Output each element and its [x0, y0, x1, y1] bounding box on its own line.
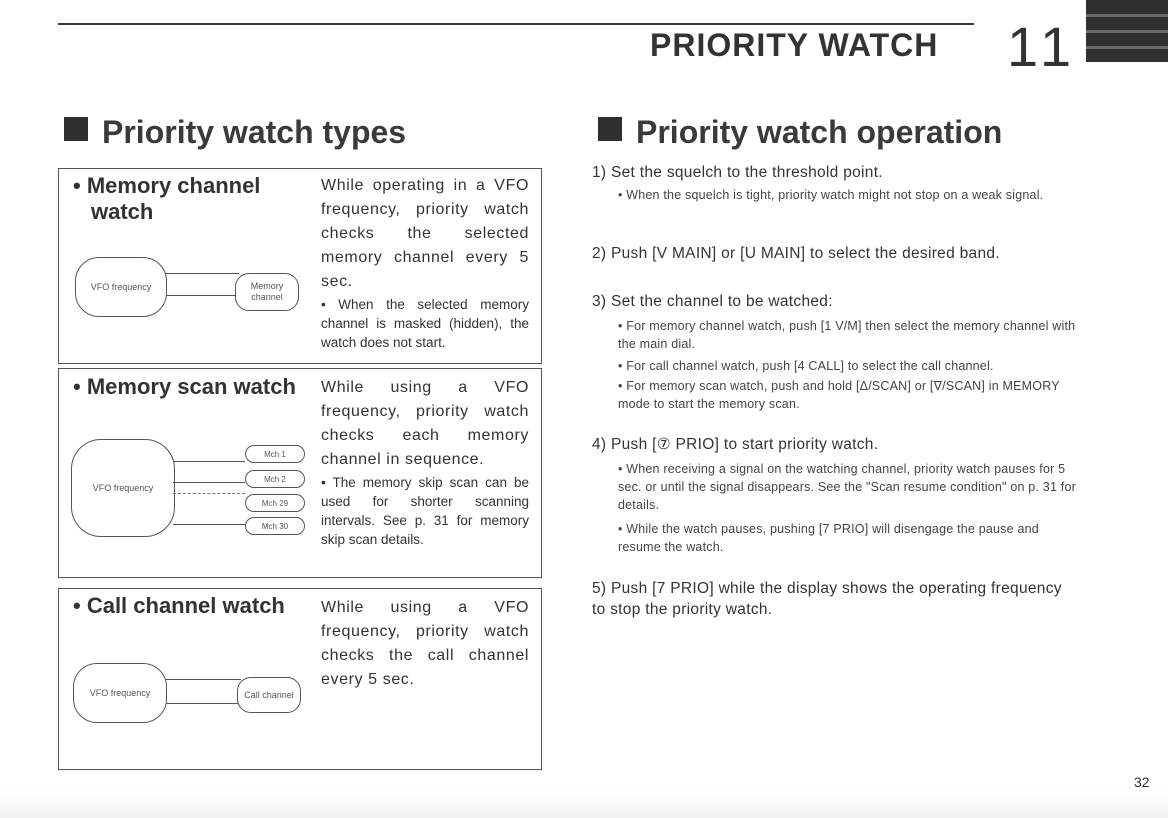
chapter-thumb-tab — [1086, 0, 1168, 62]
vfo-frequency-box: VFO frequency — [71, 439, 175, 537]
connector-line — [173, 482, 245, 483]
panel-memory-scan-watch — [58, 368, 542, 578]
right-heading-text: Priority watch operation — [636, 114, 1003, 150]
memory-channel-pill: Mch 2 — [245, 470, 305, 488]
step-1: 1) Set the squelch to the threshold point. — [592, 164, 883, 181]
step-3-note: • For memory channel watch, push [1 V/M] then select the memory channel with the main dial. — [618, 319, 1076, 351]
square-bullet-icon — [64, 117, 88, 141]
panel-note: • The memory skip scan can be used for shorter scanning intervals. See p. 31 for memory skip scan details. — [321, 475, 529, 547]
panel-title-line1: • Memory channel — [73, 173, 261, 198]
page-number: 32 — [1134, 774, 1150, 790]
panel-note: • When the selected memory channel is masked (hidden), the watch does not start. — [321, 297, 529, 350]
step-2: 2) Push [V MAIN] or [U MAIN] to select the desired band. — [592, 245, 1000, 262]
step-3: 3) Set the channel to be watched: — [592, 293, 833, 310]
connector-line — [173, 461, 245, 462]
connector-line — [173, 524, 245, 525]
left-heading — [64, 114, 406, 151]
memory-channel-pill: Mch 1 — [245, 445, 305, 463]
step-5: 5) Push [7 PRIO] while the display shows the operating frequency to stop the priority watch. — [592, 580, 1062, 618]
step-4: 4) Push [⑦ PRIO] to start priority watch. — [592, 436, 879, 453]
memory-channel-pill: Mch 30 — [245, 517, 305, 535]
section-title: PRIORITY WATCH — [650, 27, 939, 63]
call-channel-box: Call channel — [237, 677, 301, 713]
connector-line — [173, 493, 245, 494]
right-heading — [598, 114, 1002, 151]
panel-title — [73, 173, 313, 225]
square-bullet-icon — [598, 117, 622, 141]
step-4-note: • When receiving a signal on the watching channel, priority watch pauses for 5 sec. or until the signal disappears. See the "Scan resume condition" on p. 31 for details. — [618, 462, 1076, 512]
panel-title: • Call channel watch — [73, 593, 285, 618]
panel-title: • Memory scan watch — [73, 374, 296, 399]
left-heading-text: Priority watch types — [102, 114, 407, 150]
connector-line — [159, 273, 239, 274]
panel-title-line2: watch — [91, 199, 154, 224]
vfo-frequency-box: VFO frequency — [73, 663, 167, 723]
memory-channel-box: Memory channel — [235, 273, 299, 311]
step-4-note: • While the watch pauses, pushing [7 PRIO] will disengage the pause and resume the watch. — [618, 522, 1039, 554]
step-3-note: • For call channel watch, push [4 CALL] to select the call channel. — [618, 359, 994, 373]
chapter-number: 11 — [1007, 15, 1078, 78]
panel-memory-channel-watch — [58, 168, 542, 364]
panel-description: While using a VFO frequency, priority watch checks each memory channel in sequence. — [321, 379, 529, 468]
panel-call-channel-watch — [58, 588, 542, 770]
step-3-note: • For memory scan watch, push and hold [Δ/SCAN] or [∇/SCAN] in MEMORY mode to start the memory scan. — [618, 379, 1060, 411]
panel-description: While using a VFO frequency, priority watch checks the call channel every 5 sec. — [321, 599, 529, 688]
step-1-note: • When the squelch is tight, priority watch might not stop on a weak signal. — [618, 188, 1044, 202]
header-rule — [58, 23, 974, 25]
connector-line — [159, 295, 239, 296]
connector-line — [163, 703, 241, 704]
vfo-frequency-box: VFO frequency — [75, 257, 167, 317]
memory-channel-pill: Mch 29 — [245, 494, 305, 512]
connector-line — [163, 679, 241, 680]
page-bottom-shade — [0, 790, 1168, 818]
panel-description: While operating in a VFO frequency, priority watch checks the selected memory channel every 5 sec. — [321, 177, 529, 290]
